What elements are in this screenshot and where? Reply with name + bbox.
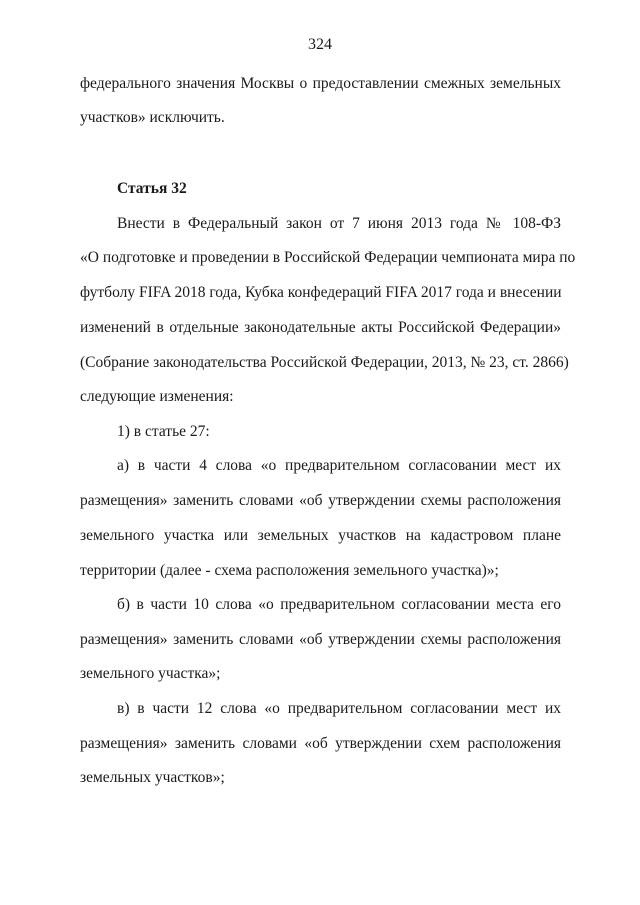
text-line: футболу FIFA 2018 года, Кубка конфедераций FIFA 2017 года и внесении (80, 284, 562, 301)
page-number: 324 (308, 36, 332, 53)
text-line: земельного участка или земельных участков на кадастровом плане (80, 527, 561, 544)
article-heading: Статья 32 (117, 180, 187, 197)
text-line: земельного участка»; (80, 665, 221, 682)
text-line: а) в части 4 слова «о предварительном согласовании мест их (117, 457, 561, 474)
text-line: изменений в отдельные законодательные акты Российской Федерации» (80, 319, 561, 336)
text-line: (Собрание законодательства Российской Федерации, 2013, № 23, ст. 2866) (80, 354, 569, 371)
text-line: в) в части 12 слова «о предварительном согласовании мест их (117, 700, 561, 717)
text-line: размещения» заменить словами «об утверждении схем расположения (80, 735, 561, 752)
list-item-1: 1) в статье 27: (117, 423, 210, 440)
text-line: федерального значения Москвы о предоставлении смежных земельных (80, 75, 561, 92)
text-line: размещения» заменить словами «об утверждении схемы расположения (80, 492, 561, 509)
text-line: территории (далее - схема расположения земельного участка)»; (80, 562, 499, 579)
text-line: размещения» заменить словами «об утверждении схемы расположения (80, 631, 561, 648)
text-line: «О подготовке и проведении в Российской Федерации чемпионата мира по (80, 249, 576, 266)
text-line: земельных участков»; (80, 769, 225, 786)
text-line: следующие изменения: (80, 388, 234, 405)
text-line: участков» исключить. (80, 109, 225, 126)
text-line: б) в части 10 слова «о предварительном согласовании места его (117, 596, 561, 613)
text-line: Внести в Федеральный закон от 7 июня 2013 года № 108-ФЗ (117, 215, 561, 232)
